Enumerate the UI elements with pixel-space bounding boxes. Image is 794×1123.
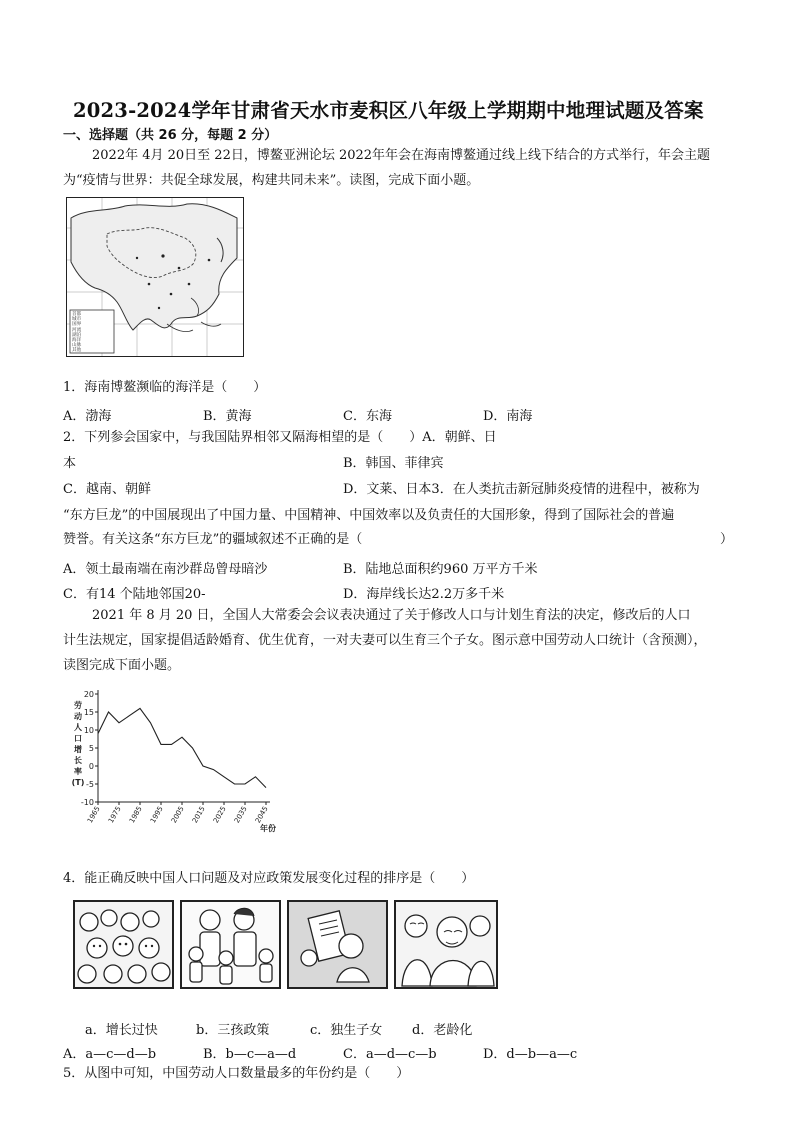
y-tick-label: 5: [88, 744, 94, 753]
y-tick-label: 15: [83, 708, 94, 717]
q4-stem: 4．能正确反映中国人口问题及对应政策发展变化过程的排序是（ ）: [63, 871, 475, 886]
y-tick-label: 0: [88, 762, 94, 771]
y-tick-label: -10: [80, 798, 94, 807]
y-axis-label: (T): [71, 778, 85, 787]
x-tick-label: 2015: [190, 805, 207, 825]
y-axis-label: 增: [74, 745, 82, 754]
x-tick-label: 1995: [148, 805, 165, 825]
intro1-line1: 2022年 4月 20日至 22日，博鳌亚洲论坛 2022年年会在海南博鳌通过线上线下结合的方式举行，年会主题: [92, 148, 711, 163]
map-legend-item: 山脉: [72, 343, 82, 349]
q4-option-a[interactable]: A．a—c—d—b: [63, 1047, 157, 1062]
intro1-line2: 为“疫情与世界：共促全球发展，构建共同未来”。读图，完成下面小题。: [63, 173, 480, 188]
intro2-line1: 2021 年 8 月 20 日，全国人大常委会会议表决通过了关于修改人口与计划生育法的决定，修改后的人口: [92, 608, 691, 623]
map-legend-item: 城市: [72, 317, 82, 323]
q3-line2: “东方巨龙”的中国展现出了中国力量、中国精神、中国效率以及负责任的大国形象，得到了国际社会的普遍: [63, 508, 675, 523]
q4-label-b: b．三孩政策: [196, 1023, 270, 1038]
q4-label-c: c．独生子女: [310, 1023, 383, 1038]
y-tick-label: -5: [86, 780, 94, 789]
map-legend-item: 其他: [72, 348, 82, 354]
q3-option-c[interactable]: C．有14 个陆地邻国20-: [63, 587, 206, 602]
q3-line3: 赞誉。有关这条“东方巨龙”的疆域叙述不正确的是（: [63, 532, 363, 547]
asia-map-figure: [66, 197, 244, 357]
x-tick-label: 2025: [211, 805, 228, 825]
x-tick-label: 1975: [106, 805, 123, 825]
q3-line3-end: ）: [720, 532, 734, 547]
section-heading: 一、选择题（共 26 分，每题 2 分）: [63, 128, 278, 143]
y-axis-label: 劳: [74, 701, 82, 710]
y-tick-label: 20: [83, 690, 94, 699]
map-legend-item: 国界: [72, 322, 82, 328]
q4-option-b[interactable]: B．b—c—a—d: [203, 1047, 297, 1062]
x-tick-label: 2045: [253, 805, 270, 825]
cartoon-crowd-image: [73, 900, 174, 989]
q2-stem: 2．下列参会国家中，与我国陆界相邻又隔海相望的是（ ）A．朝鲜、日: [63, 430, 497, 445]
q3-option-d[interactable]: D．海岸线长达2.2万多千米: [343, 587, 505, 602]
cartoon-one-child-image: [287, 900, 388, 989]
cartoon-elderly-image: [394, 900, 498, 989]
q3-option-a[interactable]: A．领土最南端在南沙群岛曾母暗沙: [63, 562, 268, 577]
x-tick-label: 2035: [232, 805, 249, 825]
map-legend-item: 湖泊: [72, 332, 82, 338]
x-axis-label: 年份: [260, 824, 276, 833]
y-axis-label: 长: [74, 756, 82, 765]
map-legend-item: 海洋: [72, 338, 82, 344]
q2-option-d[interactable]: D．文莱、日本3．在人类抗击新冠肺炎疫情的进程中，被称为: [343, 482, 700, 497]
q2-option-b[interactable]: B．韩国、菲律宾: [343, 456, 444, 471]
q1-option-a[interactable]: A．渤海: [63, 409, 112, 424]
y-axis-label: 动: [74, 712, 82, 721]
q4-label-a: a．增长过快: [85, 1023, 158, 1038]
y-axis-label: 口: [74, 734, 82, 743]
cartoon-family-image: [180, 900, 281, 989]
map-legend-item: 河流: [72, 327, 82, 333]
intro2-line3: 读图完成下面小题。: [63, 658, 181, 673]
y-axis-label: 人: [74, 723, 82, 732]
q4-label-d: d．老龄化: [412, 1023, 473, 1038]
intro2-line2: 计生法规定，国家提倡适龄婚育、优生优育，一对夫妻可以生育三个子女。图示意中国劳动人口统计（含预测），: [63, 633, 707, 648]
map-legend: [72, 312, 114, 354]
q3-option-b[interactable]: B．陆地总面积约960 万平方千米: [343, 562, 538, 577]
y-axis-label: 率: [74, 767, 82, 776]
q1-option-d[interactable]: D．南海: [483, 409, 533, 424]
q2-stem-cont: 本: [63, 456, 77, 471]
x-tick-label: 2005: [169, 805, 186, 825]
map-legend-item: 首都: [72, 312, 82, 317]
q1-option-b[interactable]: B．黄海: [203, 409, 252, 424]
q4-option-c[interactable]: C．a—d—c—b: [343, 1047, 437, 1062]
labor-growth-chart: [60, 688, 280, 836]
x-tick-label: 1985: [127, 805, 144, 825]
q2-option-c[interactable]: C．越南、朝鲜: [63, 482, 151, 497]
series-line: [98, 708, 266, 787]
q5-stem: 5．从图中可知，中国劳动人口数量最多的年份约是（ ）: [63, 1066, 410, 1081]
q4-option-d[interactable]: D．d—b—a—c: [483, 1047, 578, 1062]
page-title: 2023-2024学年甘肃省天水市麦积区八年级上学期期中地理试题及答案: [73, 99, 704, 122]
x-tick-label: 1965: [85, 805, 102, 825]
q1-option-c[interactable]: C．东海: [343, 409, 392, 424]
y-tick-label: 10: [83, 726, 94, 735]
q1-stem: 1．海南博鳌濒临的海洋是（ ）: [63, 380, 267, 395]
